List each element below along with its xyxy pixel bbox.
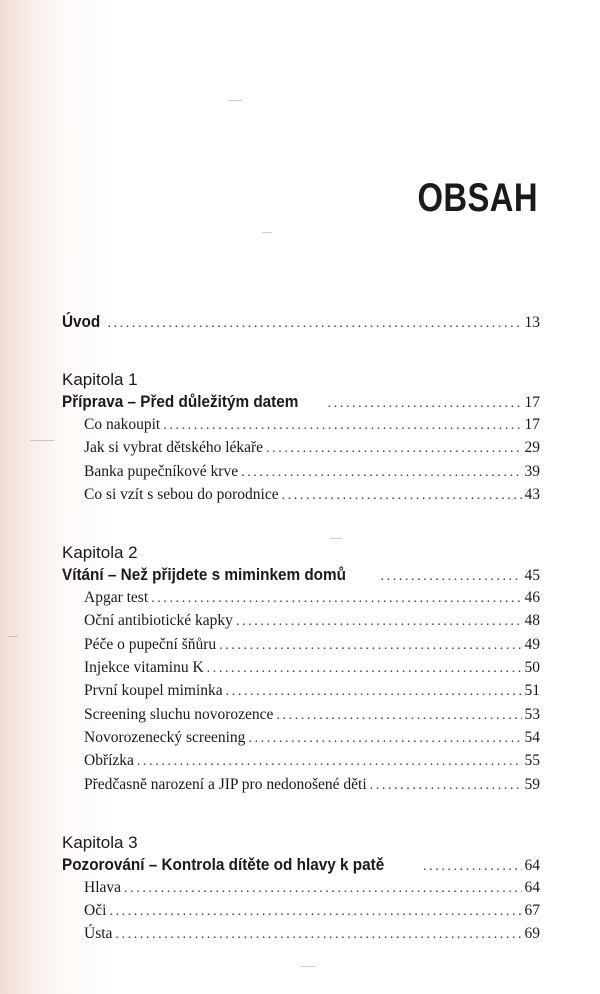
toc-subentry-label: Oči — [84, 902, 107, 920]
toc-subentry-label: Apgar test — [84, 589, 149, 607]
leader-dots — [328, 396, 522, 412]
chapter-heading-entry — [62, 565, 540, 589]
leader-dots — [151, 591, 521, 607]
toc-page-number: 59 — [524, 775, 540, 793]
toc-subentry — [62, 879, 540, 902]
toc-page-number: 46 — [524, 589, 540, 607]
chapter-heading-entry — [62, 392, 540, 416]
toc-page-number: 48 — [524, 612, 540, 630]
toc-subentry-label: Co si vzít s sebou do porodnice — [84, 485, 279, 503]
toc-subentry-label: Injekce vitaminu K — [84, 659, 204, 677]
toc-page-number: 17 — [524, 394, 540, 411]
toc-subentry — [62, 682, 540, 705]
toc-subentry — [62, 729, 540, 752]
scan-speck — [330, 538, 342, 539]
toc-subentry-label: Ústa — [84, 925, 113, 943]
chapter-label: Kapitola 3 — [62, 832, 138, 852]
toc-entry-label: Úvod — [62, 312, 101, 331]
toc-subentry-label: Předčasně narození a JIP pro nedonošené děti — [84, 775, 367, 793]
toc-page-number: 43 — [524, 485, 540, 503]
chapter-heading: Vítání – Než přijdete s miminkem domů — [62, 565, 346, 585]
scan-speck — [300, 966, 316, 967]
chapter-label: Kapitola 2 — [62, 543, 138, 563]
scan-speck — [8, 636, 18, 637]
toc-page-number: 51 — [524, 682, 540, 700]
leader-dots — [137, 754, 522, 770]
toc-subentry-label: Novorozenecký screening — [84, 728, 246, 746]
leader-dots — [108, 316, 522, 332]
leader-dots — [266, 441, 521, 457]
leader-dots — [236, 614, 522, 630]
toc-page-number: 64 — [524, 856, 540, 874]
toc-subentry — [62, 636, 540, 659]
toc-subentry — [62, 589, 540, 612]
leader-dots — [241, 465, 521, 481]
toc-page-number: 49 — [524, 635, 540, 653]
toc-subentry-label: Co nakoupit — [84, 416, 161, 433]
toc-page-number: 55 — [524, 752, 540, 770]
page-title: OBSAH — [417, 176, 538, 220]
toc-page-number: 17 — [524, 416, 540, 433]
chapter-block — [62, 368, 540, 509]
toc-subentry — [62, 416, 540, 439]
leader-dots — [163, 418, 521, 434]
toc-subentry — [62, 612, 540, 635]
scan-speck — [262, 232, 272, 233]
toc-subentry-label: Oční antibiotické kapky — [84, 612, 233, 630]
leader-dots — [248, 731, 521, 747]
chapter-heading: Příprava – Před důležitým datem — [62, 392, 299, 411]
chapter-heading-entry — [62, 855, 540, 879]
leader-dots — [219, 638, 521, 654]
leader-dots — [226, 684, 522, 700]
toc-subentry-label: Jak si vybrat dětského lékaře — [84, 439, 264, 457]
toc-subentry-label: Obřízka — [84, 752, 134, 770]
toc-subentry-label: Screening sluchu novorozence — [84, 705, 274, 723]
toc-subentry — [62, 776, 540, 799]
table-of-contents — [62, 312, 540, 949]
leader-dots — [276, 708, 521, 724]
chapter-heading: Pozorování – Kontrola dítěte od hlavy k patě — [62, 854, 385, 874]
toc-subentry-label: Banka pupečníkové krve — [84, 462, 239, 480]
toc-page-number: 13 — [524, 314, 540, 331]
leader-dots — [115, 927, 521, 943]
toc-page-number: 69 — [524, 925, 540, 943]
toc-subentry — [62, 659, 540, 682]
toc-subentry — [62, 752, 540, 775]
toc-subentry — [62, 463, 540, 486]
leader-dots — [282, 488, 522, 504]
toc-page-number: 53 — [524, 705, 540, 723]
toc-page-number: 50 — [524, 659, 540, 677]
leader-dots — [109, 904, 521, 920]
leader-dots — [370, 778, 522, 794]
toc-entry-intro — [62, 312, 540, 336]
toc-page-number: 45 — [524, 567, 540, 585]
leader-dots — [423, 859, 521, 875]
toc-subentry-label: První koupel miminka — [84, 682, 223, 700]
toc-page-number: 67 — [524, 902, 540, 920]
toc-subentry — [62, 902, 540, 925]
scan-speck — [228, 100, 242, 101]
chapter-block — [62, 831, 540, 949]
leader-dots — [381, 569, 522, 585]
scan-speck — [30, 440, 54, 441]
toc-subentry-label: Hlava — [84, 878, 122, 896]
toc-subentry — [62, 925, 540, 948]
toc-page-number: 39 — [524, 462, 540, 480]
toc-page-number: 64 — [524, 878, 540, 896]
leader-dots — [207, 661, 522, 677]
toc-page-number: 54 — [524, 728, 540, 746]
chapter-list — [62, 368, 540, 949]
toc-subentry-label: Péče o pupeční šňůru — [84, 635, 217, 653]
toc-subentry — [62, 486, 540, 509]
chapter-label: Kapitola 1 — [62, 370, 138, 389]
toc-page-number: 29 — [524, 439, 540, 457]
leader-dots — [124, 881, 521, 897]
toc-subentry — [62, 706, 540, 729]
chapter-block — [62, 541, 540, 799]
toc-subentry — [62, 439, 540, 462]
